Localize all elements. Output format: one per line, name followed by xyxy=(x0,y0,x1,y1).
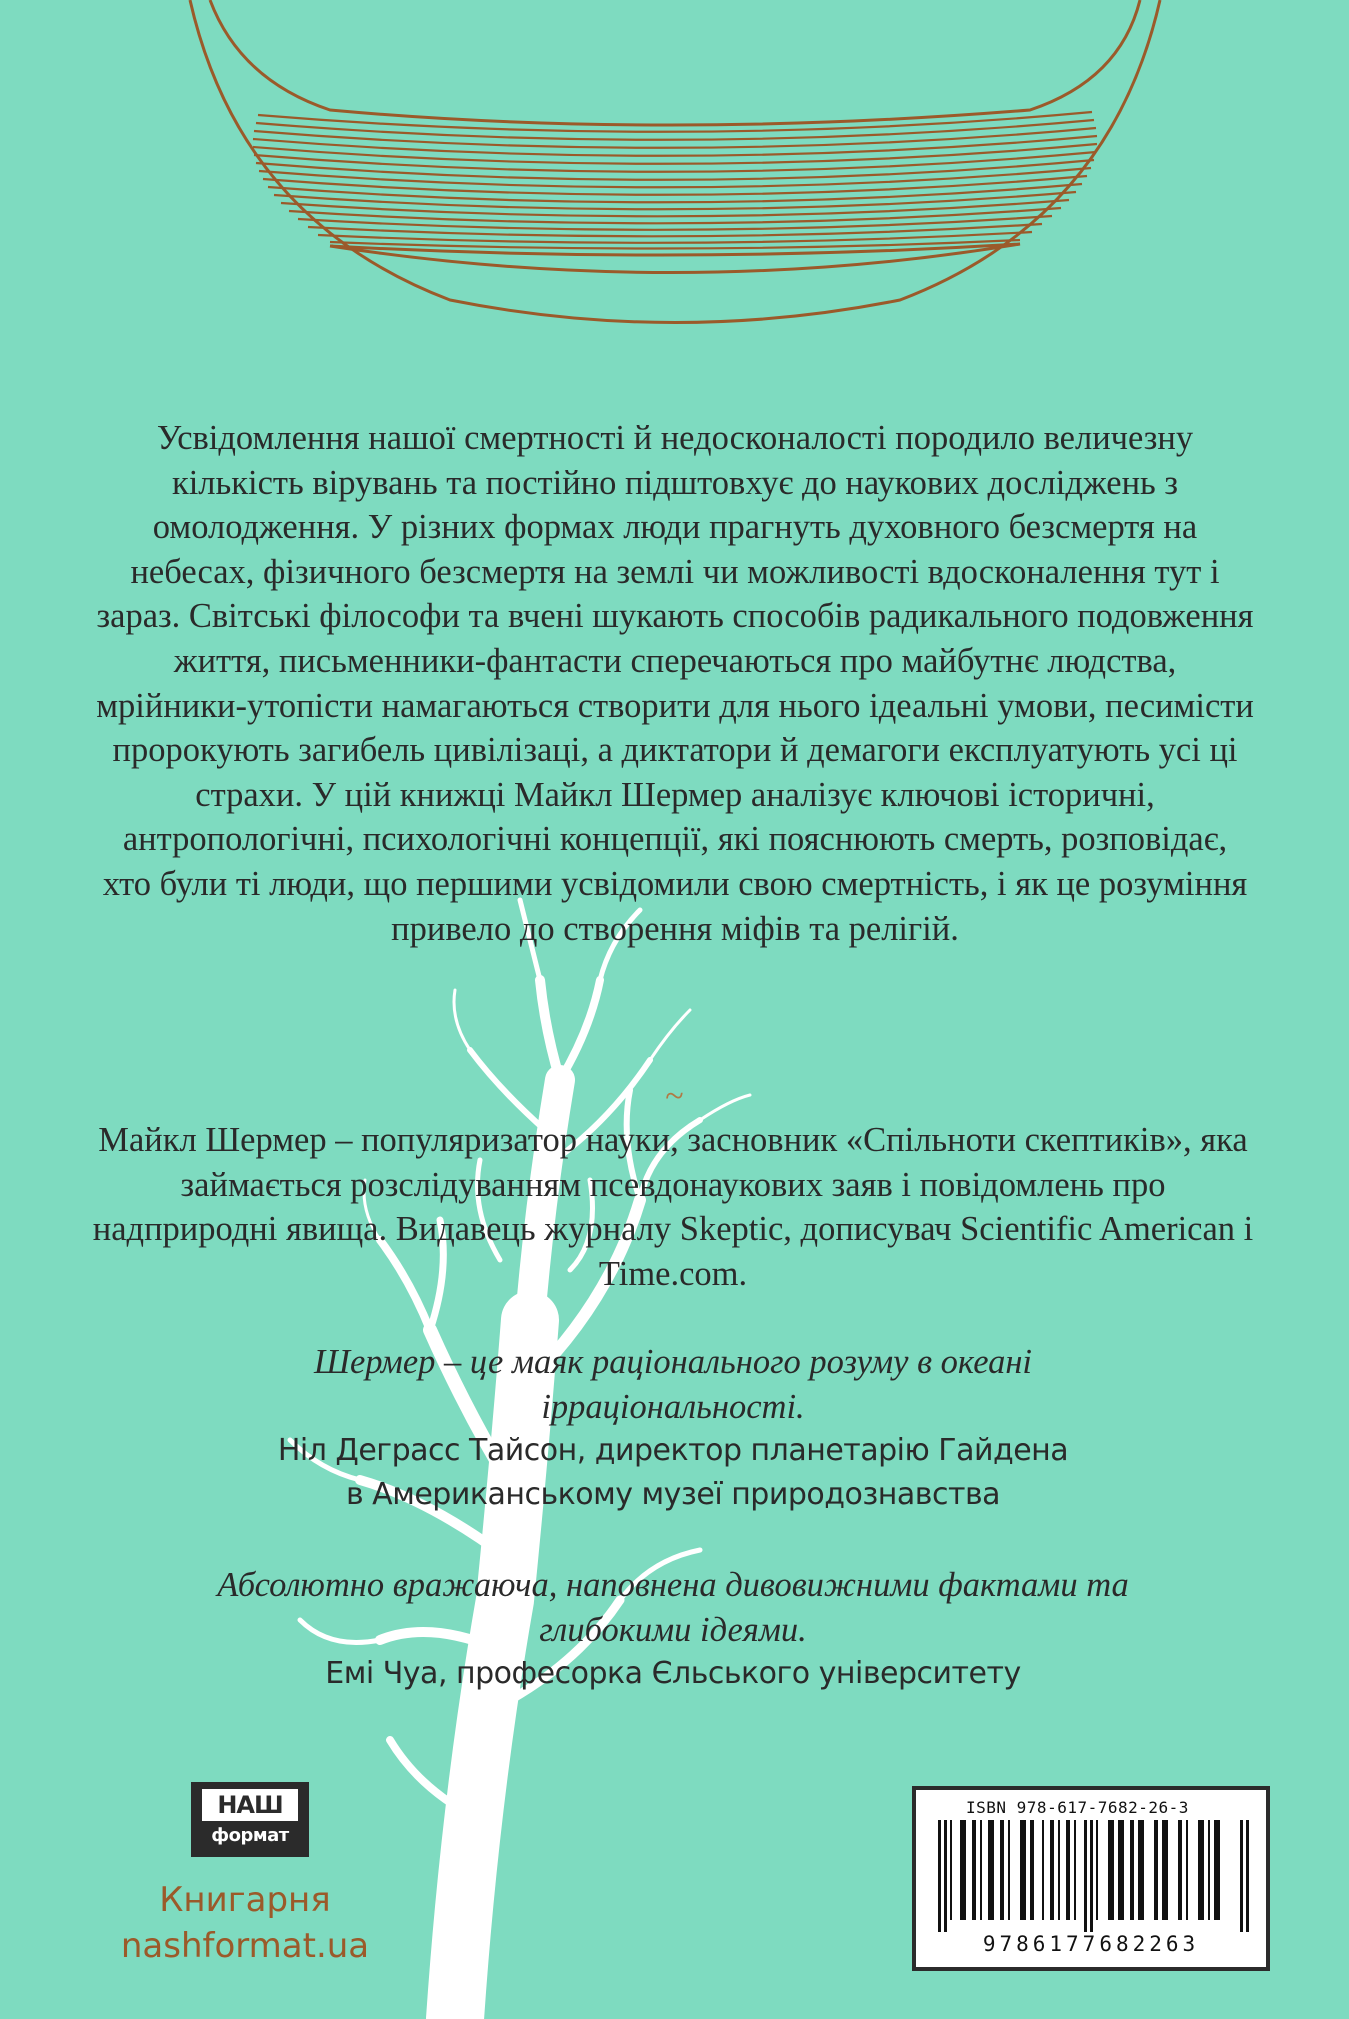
book-description: Усвідомлення нашої смертності й недосконалості породило величезну кількість вірувань та постійно підштовхує до наукових досліджень з омолодження. У різних формах люди прагнуть духовного безсмертя на небесах, фізичного безсмертя на землі чи можливості вдосконалення тут і зараз. Світські філософи та вчені шукають способів радикального подовження життя, письменники-фантасти сперечаються про майбутнє людства, мрійники-утопісти намагаються створити для нього ідеальні умови, песимісти пророкують загибель цивілізаці, а диктатори й демагоги експлуатують усі ці страхи. У цій книжці Майкл Шермер аналізує ключові історичні, антропологічні, психологічні концепції, які пояснюють смерть, розповідає, хто були ті люди, що першими усвідомили свою смертність, і як це розуміння привело до створення міфів та релігій. xyxy=(96,419,1254,948)
rings-illustration xyxy=(190,0,1160,323)
publisher-logo xyxy=(191,1782,309,1857)
bookstore-url: nashformat.ua xyxy=(120,1926,370,1966)
quote-text-line-2: глибокими ідеями. xyxy=(539,1610,807,1649)
quote-text-line-1: Шермер – це маяк раціонального розуму в океані xyxy=(313,1343,1033,1381)
quote-text-line-1: Абсолютно вражаюча, наповнена дивовижними фактами та xyxy=(217,1566,1129,1604)
review-quote-2 xyxy=(88,1563,1258,1696)
bookstore-label: Книгарня xyxy=(159,1880,331,1920)
quote-attribution: Емі Чуа, професорка Єльського університету xyxy=(325,1656,1021,1692)
review-quote-1 xyxy=(88,1340,1258,1517)
logo-top-text: НАШ xyxy=(202,1789,298,1821)
barcode-icon xyxy=(938,1820,1250,1932)
author-bio: Майкл Шермер – популяризатор науки, засновник «Спільноти скептиків», яка займається розслідуванням псевдонаукових заяв і повідомлень про надприродні явища. Видавець журналу Skeptic, дописувач Scientific American і Time.com. xyxy=(92,1121,1254,1293)
quote-attribution-line-1: Ніл Деграсс Тайсон, директор планетарію Гайдена xyxy=(277,1433,1069,1469)
quote-attribution-line-2: в Американському музеї природознавства xyxy=(345,1477,1001,1513)
publisher-block xyxy=(120,1782,370,1969)
barcode-number: 9786177682263 xyxy=(982,1932,1200,1956)
logo-bottom-text: формат xyxy=(211,1825,289,1846)
barcode-panel xyxy=(912,1786,1270,1971)
section-separator: ~ xyxy=(665,1078,684,1115)
quote-text-line-2: ірраціональності. xyxy=(541,1387,805,1426)
isbn-label: ISBN 978-617-7682-26-3 xyxy=(966,1798,1189,1817)
